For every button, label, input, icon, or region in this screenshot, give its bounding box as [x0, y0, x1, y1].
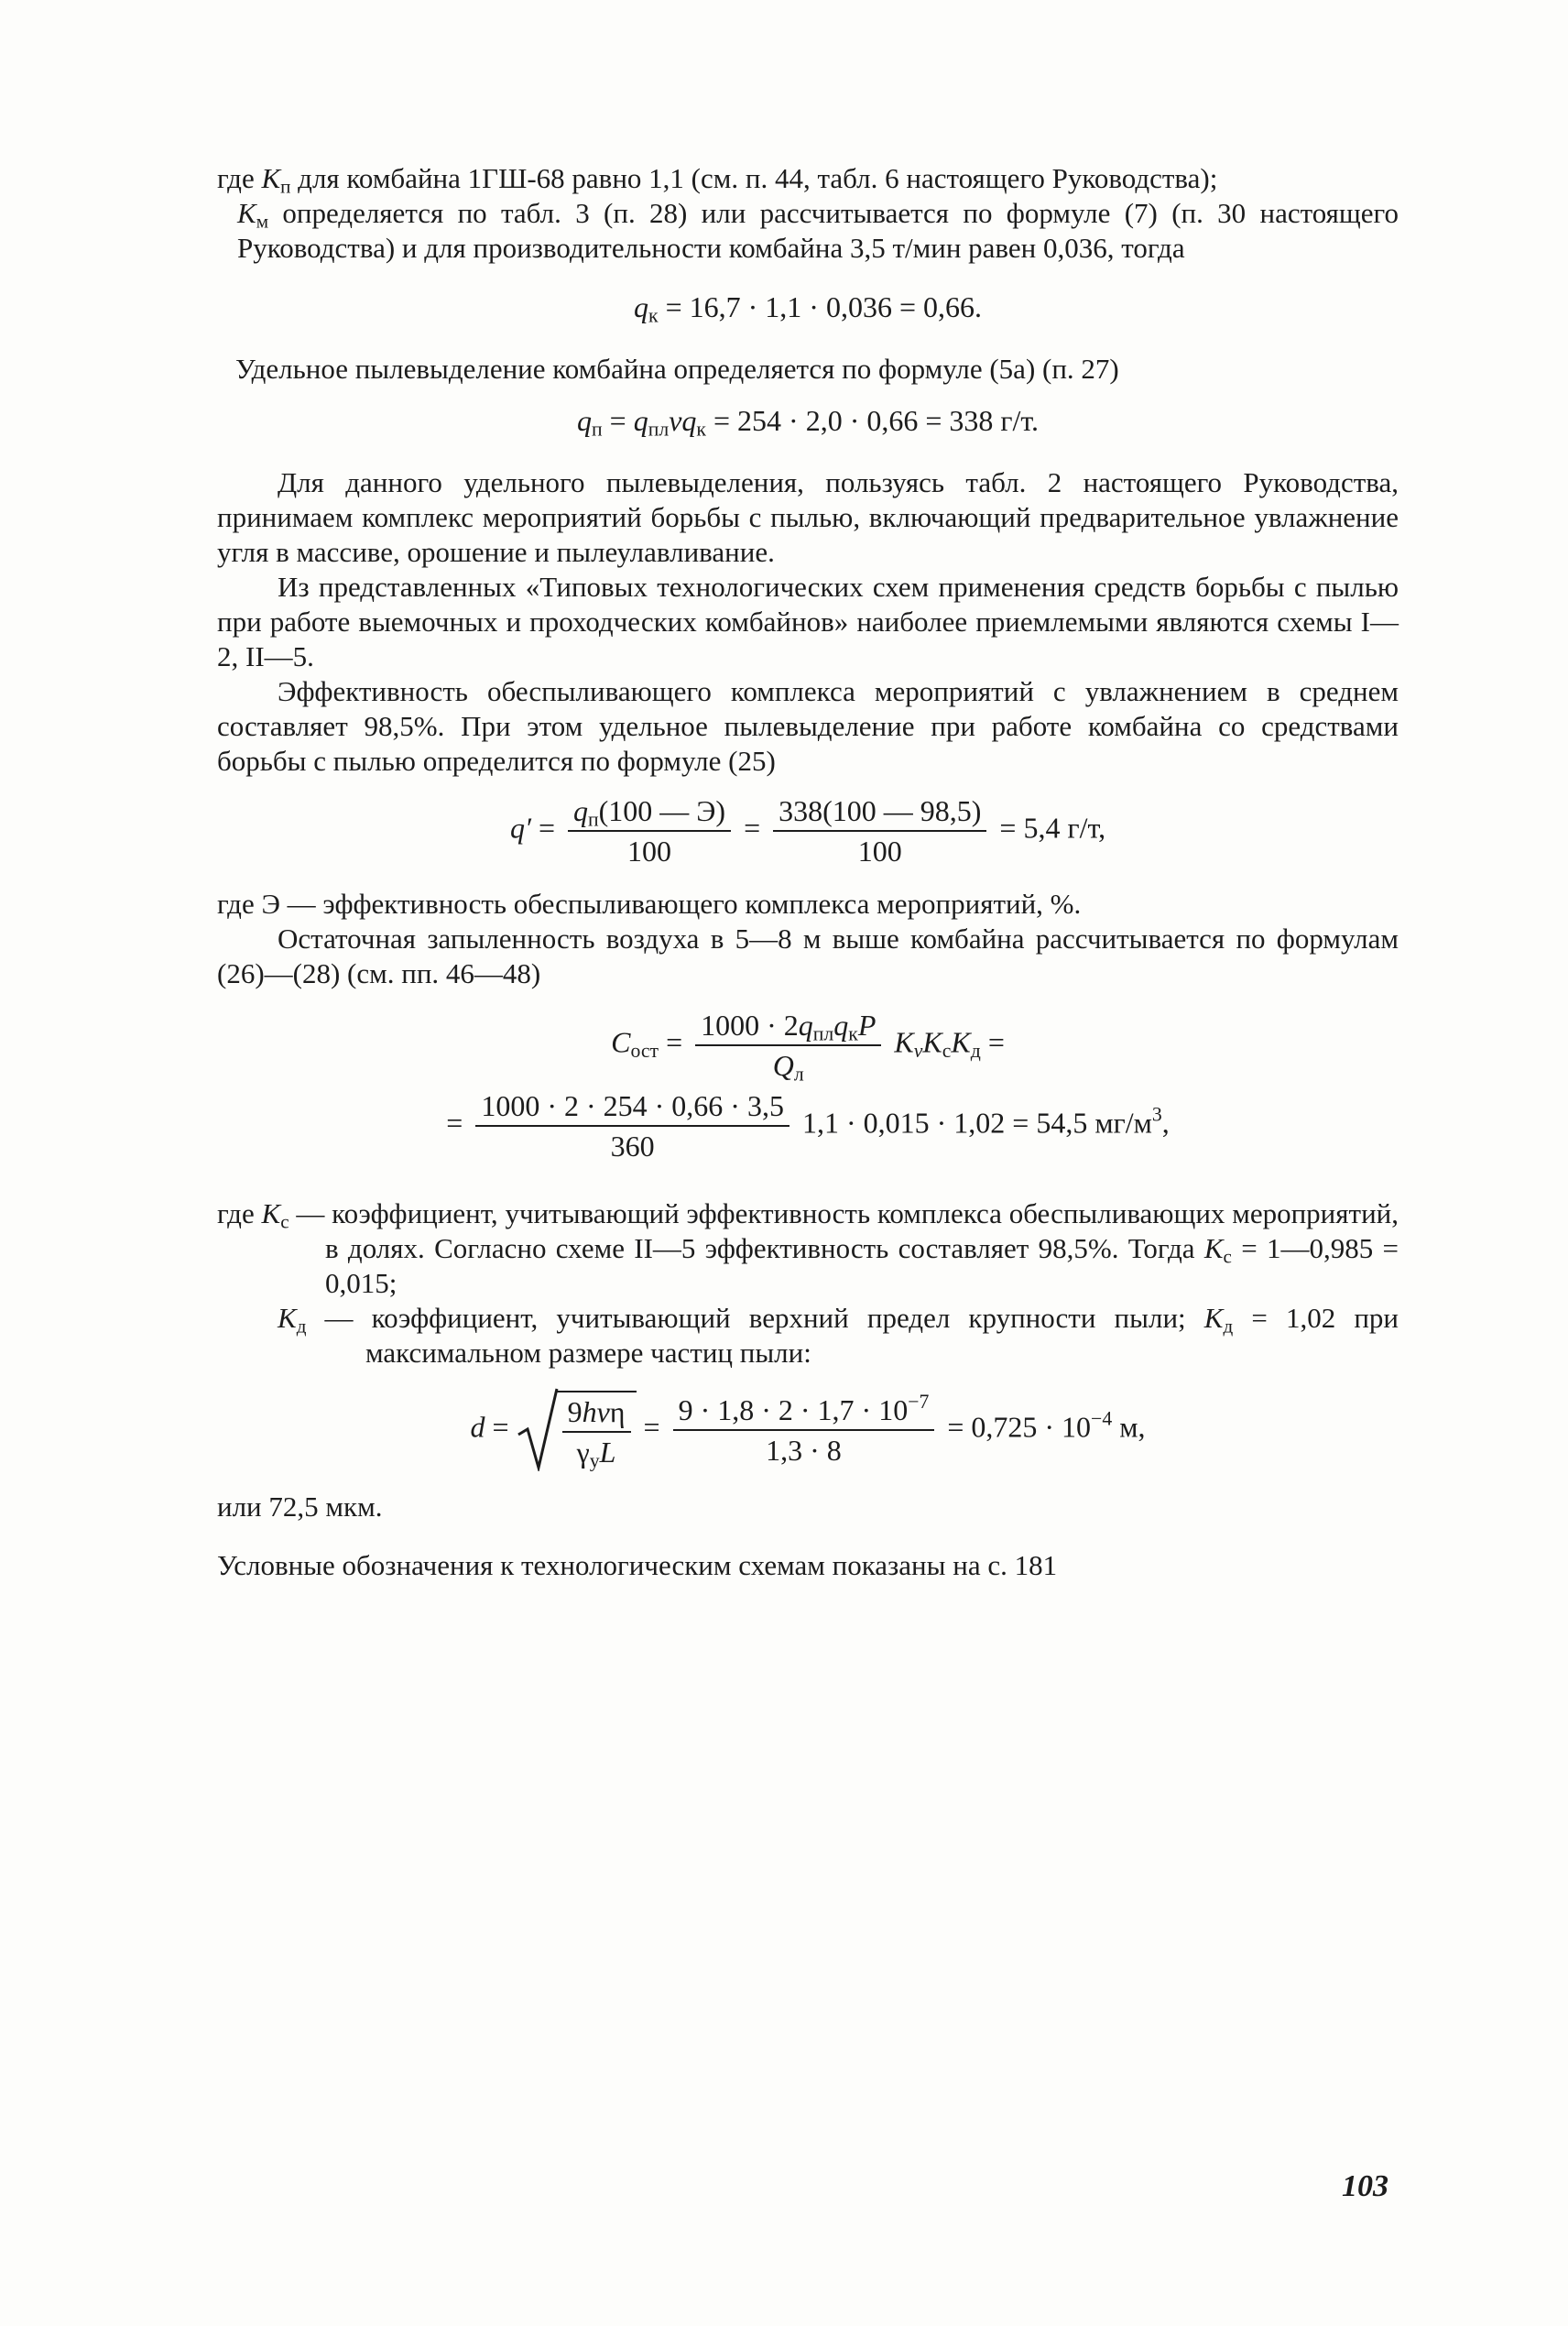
paragraph-residual-dust: Остаточная запыленность воздуха в 5—8 м выше комбайна рассчитывается по формулам (26)—(28) (см. пп. 46—48) [217, 923, 1399, 989]
paragraph-kp: где $K_п$ для комбайна 1ГШ-68 равно 1,1 (см. п. 44, табл. 6 настоящего Руководства); [217, 162, 1218, 198]
paragraph-schemes: Из представленных «Типовых технологических схем применения средств борьбы с пылью при работе выемочных и проходческих комбайнов» наиболее приемлемыми являются схемы I—2, II—5. [217, 571, 1399, 672]
square-root [517, 1391, 637, 1472]
paragraph-km: $K_м$ определяется по табл. 3 (п. 28) или рассчитывается по формуле (7) (п. 30 настоящего Руководства) и для производительности комбайна 3,5 т/мин равен 0,036, тогда [237, 197, 1399, 264]
fraction-under-root: $\frac{\text{9hvη}}{\gamma_уL}$ [562, 1394, 631, 1469]
paragraph-legend-note: Условные обозначения к технологическим схемам показаны на с. 181 [217, 1549, 1058, 1581]
fraction-q-left: $\frac{q_п(100 — Э)}{100}$ [568, 793, 731, 868]
formula-d: d = $\frac{\text{9hvη}}{\gamma_уL}$ = $\frac{9 \cdot 1,8 \cdot 2 \cdot 1,7 \cdot 10^{-7}}{1,3 \cdot 8}$ = $0,725 \cdot 10^{-4}$ м, [470, 1390, 1146, 1472]
formula-c-ost-line1: $C_{ост}$ = $\frac{1000 \cdot 2q_{пл}q_кP}{Q_л}$ $K_vK_сK_д$ = [611, 1009, 1005, 1086]
formula-qp: $q_п = q_{пл}vq_к = 254 \cdot 2,0 \cdot 0,66 = 338$ г/т. [577, 404, 1039, 441]
fraction-c-ost-numeric: $\frac{1000 \cdot 2 \cdot 254 \cdot 0,66 \cdot 3,5}{360}$ [475, 1088, 789, 1163]
paragraph-efficiency: Эффективность обеспыливающего комплекса мероприятий с увлажнением в среднем составляет 98,5%. При этом удельное пылевыделение при работе комбайна со средствами борьбы с пылью определится по формуле (25) [217, 675, 1399, 777]
paragraph-kd-definition: $K_д$ — коэффициент, учитывающий верхний предел крупности пыли; $K_д = 1,02$ при максимальном размере частиц пыли: [278, 1302, 1399, 1369]
paragraph-microns: или 72,5 мкм. [217, 1491, 383, 1523]
paragraph-kc-definition: где $K_с$ — коэффициент, учитывающий эффективность комплекса обеспыливающих мероприятий, в долях. Согласно схеме II—5 эффективность составляет 98,5%. Тогда $K_с$ = 1—0,985 = 0,015; [217, 1197, 1399, 1299]
fraction-d-numeric: $\frac{9 \cdot 1,8 \cdot 2 \cdot 1,7 \cdot 10^{-7}}{1,3 \cdot 8}$ [673, 1392, 935, 1468]
fraction-q-right: $\frac{338(100 — 98,5)}{100}$ [773, 793, 986, 868]
formula-c-ost-line2: = $\frac{1000 \cdot 2 \cdot 254 \cdot 0,66 \cdot 3,5}{360}$ 1,1 · 0,015 · 1,02 = 54,5 $мг/м^3$, [446, 1089, 1170, 1163]
body-text [217, 161, 1399, 1583]
paragraph-e-definition: где Э — эффективность обеспыливающего комплекса мероприятий, %. [217, 888, 1082, 920]
paragraph-dust-emission: Удельное пылевыделение комбайна определяется по формуле (5а) (п. 27) [235, 353, 1119, 385]
formula-q-prime: q′ = $\frac{q_п(100 — Э)}{100}$ = $\frac{338(100 — 98,5)}{100}$ = 5,4 г/т, [509, 794, 1106, 868]
paragraph-measures: Для данного удельного пылевыделения, пользуясь табл. 2 настоящего Руководства, принимаем комплекс мероприятий борьбы с пылью, включающий предварительное увлажнение угля в массиве, орошение и пылеулавливание. [217, 466, 1399, 568]
fraction-c-ost: $\frac{1000 \cdot 2q_{пл}q_кP}{Q_л}$ [695, 1008, 881, 1083]
page-number: 103 [1342, 2169, 1388, 2203]
formula-qk: $q_к = 16,7 \cdot 1,1 \cdot 0,036 = 0,66$. [634, 290, 982, 327]
